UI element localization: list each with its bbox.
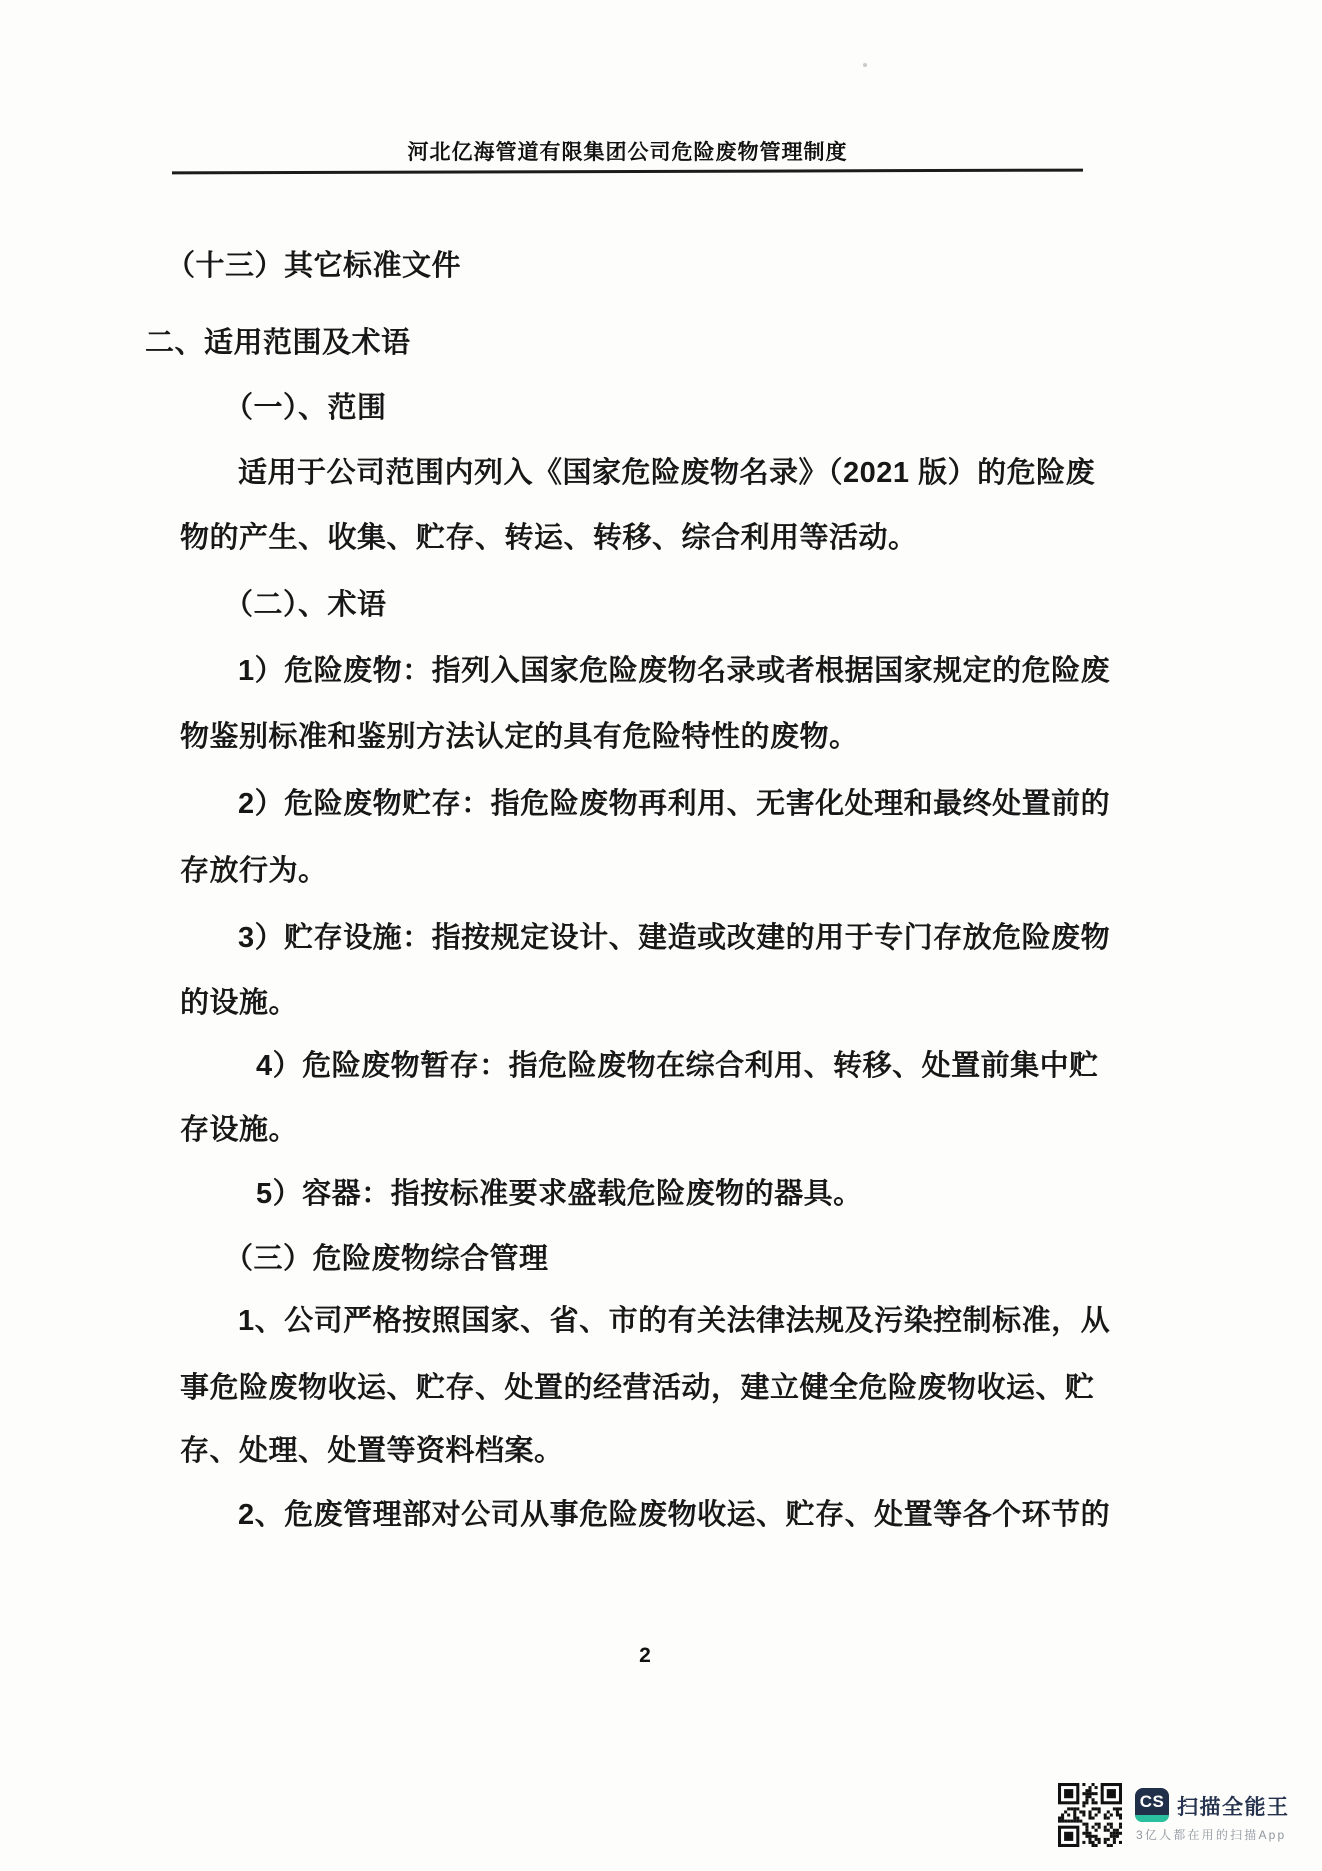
text-line: 二、适用范围及术语 <box>145 327 411 359</box>
text-line: 2）危险废物贮存：指危险废物再利用、无害化处理和最终处置前的 <box>238 788 1111 820</box>
text-line: （一）、范围 <box>224 392 387 424</box>
camscanner-logo <box>1135 1788 1169 1822</box>
text-line: （三）危险废物综合管理 <box>224 1243 549 1275</box>
header-rule <box>172 169 1083 175</box>
text-line: 存放行为。 <box>180 855 328 887</box>
camscanner-logo-teal-bar <box>1135 1815 1169 1822</box>
text-line: （十三）其它标准文件 <box>166 250 462 282</box>
text-line: 事危险废物收运、贮存、处置的经营活动，建立健全危险废物收运、贮 <box>180 1372 1095 1404</box>
camscanner-logo-text: CS <box>1139 1792 1165 1811</box>
text-line: 物的产生、收集、贮存、转运、转移、综合利用等活动。 <box>180 522 918 554</box>
document-header-title: 河北亿海管道有限集团公司危险废物管理制度 <box>407 141 848 164</box>
text-line: 5）容器：指按标准要求盛载危险废物的器具。 <box>256 1178 863 1210</box>
page-number: 2 <box>639 1644 651 1667</box>
camscanner-tagline: 3亿人都在用的扫描App <box>1136 1828 1287 1842</box>
text-line: 2、危废管理部对公司从事危险废物收运、贮存、处置等各个环节的 <box>238 1499 1111 1531</box>
text-line: 1）危险废物：指列入国家危险废物名录或者根据国家规定的危险废 <box>238 655 1111 687</box>
text-line: 存、处理、处置等资料档案。 <box>180 1435 564 1467</box>
text-line: 1、公司严格按照国家、省、市的有关法律法规及污染控制标准，从 <box>238 1305 1111 1337</box>
text-line: 4）危险废物暂存：指危险废物在综合利用、转移、处置前集中贮 <box>256 1050 1099 1082</box>
camscanner-app-name: 扫描全能王 <box>1177 1796 1290 1819</box>
text-line: 的设施。 <box>180 987 299 1019</box>
qr-code <box>1058 1783 1122 1847</box>
scan-artifact-dot <box>863 63 867 67</box>
text-line: （二）、术语 <box>224 589 387 621</box>
text-line: 存设施。 <box>180 1114 299 1146</box>
text-line: 适用于公司范围内列入《国家危险废物名录》（2021 版）的危险废 <box>238 457 1096 489</box>
text-line: 3）贮存设施：指按规定设计、建造或改建的用于专门存放危险废物 <box>238 922 1111 954</box>
text-line: 物鉴别标准和鉴别方法认定的具有危险特性的废物。 <box>180 721 859 753</box>
